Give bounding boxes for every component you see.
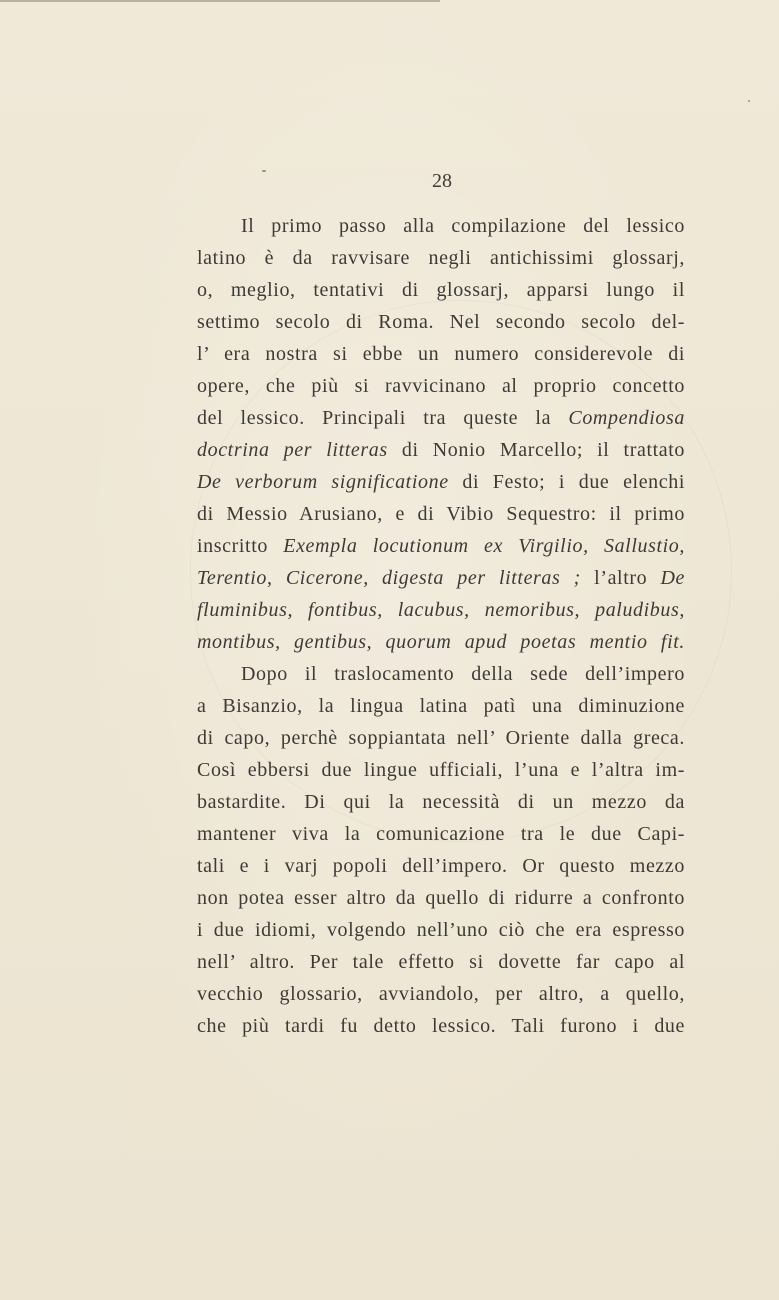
text-line bbox=[197, 210, 685, 242]
text-run: del lessico. Principali tra queste la bbox=[197, 407, 569, 429]
text-run: nell’ altro. Per tale effetto si dovette far capo al bbox=[197, 951, 685, 973]
text-run: vecchio glossario, avviandolo, per altro, a quello, bbox=[197, 983, 685, 1005]
text-line bbox=[197, 338, 685, 370]
text-line bbox=[197, 562, 685, 594]
italic-text: fluminibus, fontibus, lacubus, nemoribus, paludibus, bbox=[197, 599, 685, 621]
text-run: i due idiomi, volgendo nell’uno ciò che era espresso bbox=[197, 919, 685, 941]
text-line bbox=[197, 530, 685, 562]
text-run: di Nonio Marcello; il trattato bbox=[387, 439, 685, 461]
text-line bbox=[197, 818, 685, 850]
text-line bbox=[197, 722, 685, 754]
text-run: che più tardi fu detto lessico. Tali furono i due bbox=[197, 1015, 685, 1037]
ink-speck bbox=[748, 100, 750, 102]
italic-text: Compendiosa bbox=[568, 407, 685, 429]
text-line bbox=[197, 402, 685, 434]
paragraph bbox=[197, 210, 685, 658]
text-run: inscritto bbox=[197, 535, 284, 557]
text-line bbox=[197, 466, 685, 498]
italic-text: De verborum significatione bbox=[197, 471, 449, 493]
text-run: mantener viva la comunicazione tra le due Capi- bbox=[197, 823, 685, 845]
body-text bbox=[197, 210, 685, 1042]
text-run: a Bisanzio, la lingua latina patì una diminuzione bbox=[197, 695, 685, 717]
text-line bbox=[197, 690, 685, 722]
text-run: Così ebbersi due lingue ufficiali, l’una e l’altra im- bbox=[197, 759, 685, 781]
text-run: di capo, perchè soppiantata nell’ Oriente dalla greca. bbox=[197, 727, 685, 749]
italic-text: De bbox=[660, 567, 685, 589]
text-run: opere, che più si ravvicinano al proprio concetto bbox=[197, 375, 685, 397]
italic-text: montibus, gentibus, quorum apud poetas mentio fit. bbox=[197, 631, 685, 653]
text-run: bastardite. Di qui la necessità di un mezzo da bbox=[197, 791, 685, 813]
text-line bbox=[197, 370, 685, 402]
text-run: di Festo; i due elenchi bbox=[448, 471, 685, 493]
text-run: non potea esser altro da quello di ridurre a confronto bbox=[197, 887, 685, 909]
text-line bbox=[197, 242, 685, 274]
text-run: tali e i varj popoli dell’impero. Or questo mezzo bbox=[197, 855, 685, 877]
text-line bbox=[197, 658, 685, 690]
text-line bbox=[197, 434, 685, 466]
page-number: 28 bbox=[432, 170, 452, 192]
text-line bbox=[197, 978, 685, 1010]
text-line bbox=[197, 914, 685, 946]
text-run: l’altro bbox=[580, 567, 661, 589]
text-line bbox=[197, 594, 685, 626]
text-line bbox=[197, 850, 685, 882]
text-line bbox=[197, 946, 685, 978]
text-run: l’ era nostra si ebbe un numero considerevole di bbox=[197, 343, 685, 365]
italic-text: Terentio, Cicerone, digesta per litteras ; bbox=[197, 567, 581, 589]
text-run: Il primo passo alla compilazione del lessico bbox=[241, 215, 685, 237]
top-edge-rule bbox=[0, 0, 440, 2]
text-line bbox=[197, 274, 685, 306]
text-run: latino è da ravvisare negli antichissimi glossarj, bbox=[197, 247, 685, 269]
text-line bbox=[197, 1010, 685, 1042]
italic-text: Exempla locutionum ex Virgilio, Sallustio, bbox=[283, 535, 685, 557]
italic-text: doctrina per litteras bbox=[197, 439, 388, 461]
text-run: Dopo il traslocamento della sede dell’impero bbox=[241, 663, 685, 685]
text-line bbox=[197, 626, 685, 658]
text-run: di Messio Arusiano, e di Vibio Sequestro: il primo bbox=[197, 503, 685, 525]
text-run: o, meglio, tentativi di glossarj, apparsi lungo il bbox=[197, 279, 685, 301]
text-line bbox=[197, 498, 685, 530]
paragraph bbox=[197, 658, 685, 1042]
text-run: settimo secolo di Roma. Nel secondo secolo del- bbox=[197, 311, 685, 333]
text-line bbox=[197, 306, 685, 338]
text-line bbox=[197, 882, 685, 914]
text-line bbox=[197, 754, 685, 786]
text-line bbox=[197, 786, 685, 818]
